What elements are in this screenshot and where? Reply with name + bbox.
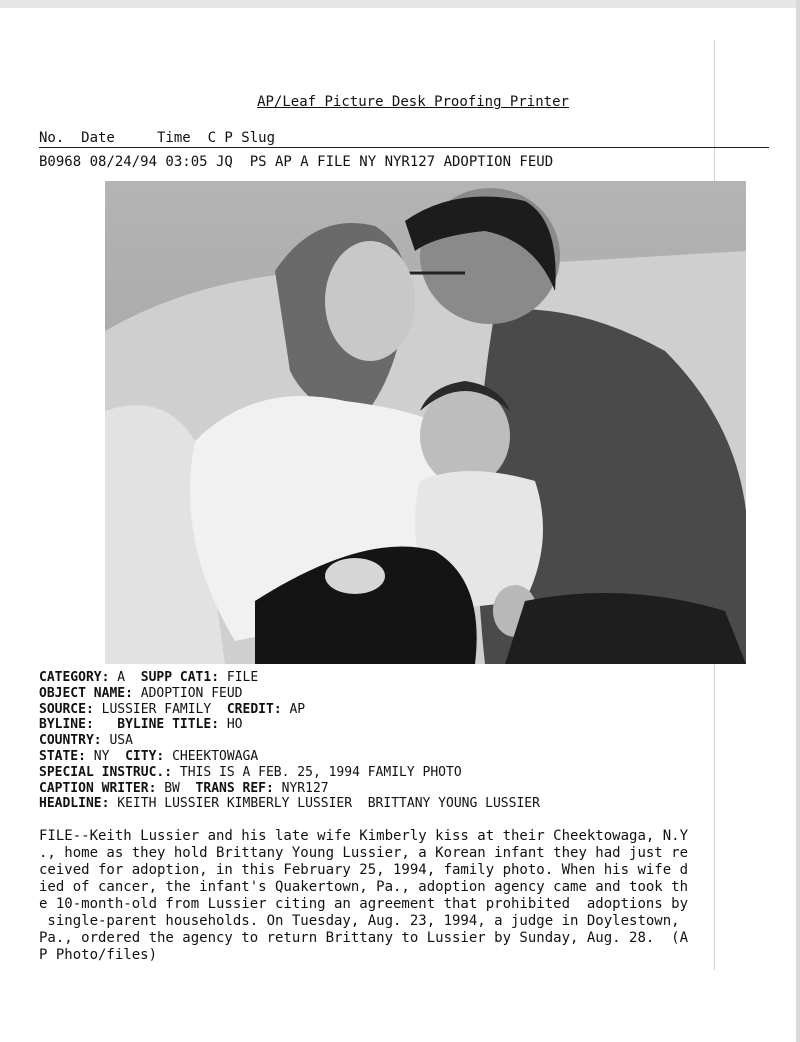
special-instruc-label: SPECIAL INSTRUC.: <box>39 764 173 780</box>
byline-title-label: BYLINE TITLE: <box>117 717 220 733</box>
headline-value: KEITH LUSSIER KIMBERLY LUSSIER BRITTANY YOUNG LUSSIER <box>117 796 540 812</box>
caption-line: FILE--Keith Lussier and his late wife Kimberly kiss at their Cheektowaga, N.Y <box>39 828 689 844</box>
state-label: STATE: <box>39 748 86 764</box>
byline-label: BYLINE: <box>39 717 94 733</box>
caption-line: ceived for adoption, in this February 25, 1994, family photo. When his wife d <box>39 862 689 878</box>
trans-ref-value: NYR127 <box>281 780 329 796</box>
field-source-row <box>39 702 759 718</box>
caption-line: single-parent households. On Tuesday, Aug. 23, 1994, a judge in Doylestown, <box>39 913 680 929</box>
city-label: CITY: <box>125 748 165 764</box>
byline-title-value: HO <box>226 717 243 733</box>
source-label: SOURCE: <box>39 701 94 717</box>
city-value: CHEEKTOWAGA <box>172 748 259 764</box>
family-photo-image <box>105 181 746 664</box>
caption-line: P Photo/files) <box>39 947 158 963</box>
metadata-fields <box>39 670 759 812</box>
scan-edge-right <box>796 0 800 1042</box>
caption-writer-label: CAPTION WRITER: <box>39 780 157 796</box>
field-category-row <box>39 670 759 686</box>
scan-edge-top <box>0 0 800 8</box>
credit-label: CREDIT: <box>226 701 282 717</box>
supp-cat1-label: SUPP CAT1: <box>140 670 220 685</box>
headline-label: HEADLINE: <box>39 796 110 812</box>
field-special-instruc-row <box>39 765 759 781</box>
supp-cat1-value: FILE <box>226 670 259 685</box>
family-photo <box>105 181 746 664</box>
object-name-label: OBJECT NAME: <box>39 685 133 701</box>
caption-line: ied of cancer, the infant's Quakertown, Pa., adoption agency came and took th <box>39 879 689 895</box>
caption-line: ., home as they hold Brittany Young Lussier, a Korean infant they had just re <box>39 845 689 861</box>
trans-ref-label: TRANS REF: <box>195 780 274 796</box>
field-country-row <box>39 733 759 749</box>
column-header: No. Date Time C P Slug <box>39 130 769 148</box>
page-title: AP/Leaf Picture Desk Proofing Printer <box>257 94 569 110</box>
country-label: COUNTRY: <box>39 733 102 749</box>
credit-value: AP <box>289 701 306 717</box>
field-object-name-row <box>39 686 759 702</box>
field-state-row <box>39 749 759 765</box>
field-headline-row <box>39 796 759 812</box>
country-value: USA <box>109 733 133 749</box>
caption-writer-value: BW <box>164 780 180 796</box>
field-byline-row <box>39 717 759 733</box>
photo-caption <box>39 828 774 964</box>
special-instruc-value: THIS IS A FEB. 25, 1994 FAMILY PHOTO <box>179 764 462 780</box>
state-value: NY <box>93 748 110 764</box>
field-caption-writer-row <box>39 781 759 797</box>
category-label: CATEGORY: <box>39 670 110 685</box>
caption-line: Pa., ordered the agency to return Brittany to Lussier by Sunday, Aug. 28. (A <box>39 930 689 946</box>
slug-line: B0968 08/24/94 03:05 JQ PS AP A FILE NY NYR127 ADOPTION FEUD <box>39 154 554 170</box>
caption-line: e 10-month-old from Lussier citing an agreement that prohibited adoptions by <box>39 896 689 912</box>
category-value: A <box>117 670 126 685</box>
object-name-value: ADOPTION FEUD <box>140 685 243 701</box>
source-value: LUSSIER FAMILY <box>101 701 212 717</box>
